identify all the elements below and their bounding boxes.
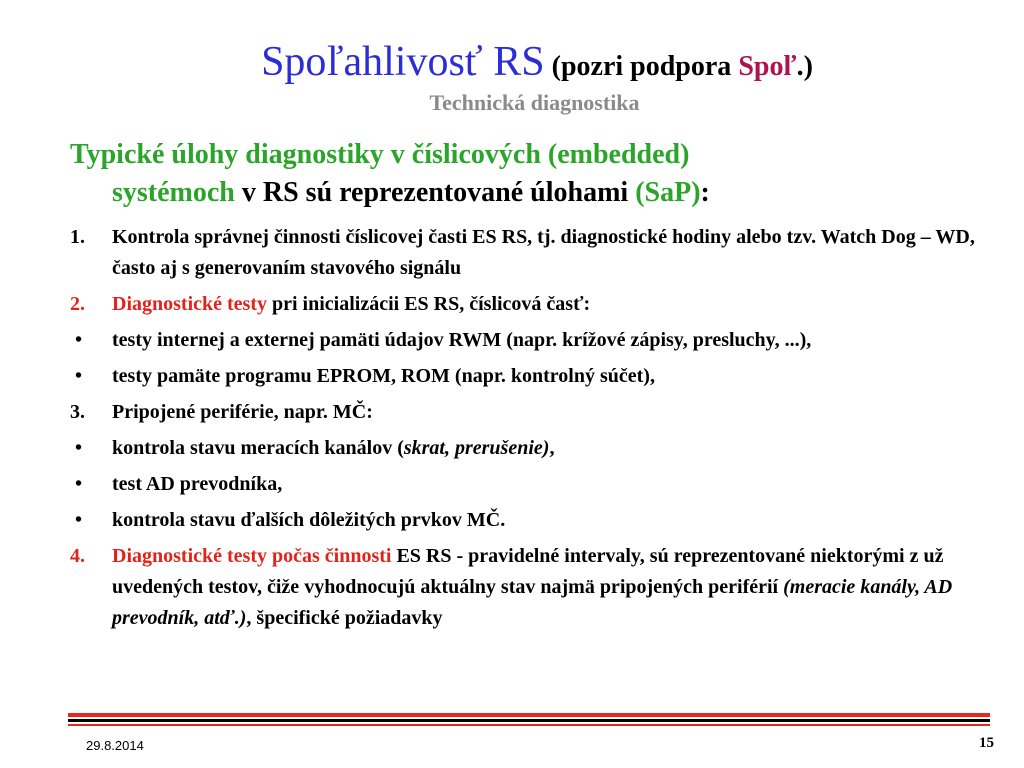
intro-part2: systémoch (112, 177, 235, 208)
list-item (70, 325, 990, 356)
footer-rule-black (68, 719, 990, 722)
list-item (70, 505, 990, 536)
intro-part1: Typické úlohy diagnostiky v číslicových (embedded) (70, 139, 690, 170)
list-marker: 1. (70, 226, 85, 248)
bullet-marker: • (75, 329, 83, 351)
footer-rule-red-bottom (68, 724, 990, 726)
bullet-marker: • (75, 473, 83, 495)
list-item-text: testy internej a externej pamäti údajov RWM (napr. krížové zápisy, presluchy, ...), (112, 329, 812, 351)
list-item (70, 289, 990, 320)
footer-rule-red-top (68, 713, 990, 717)
list-item-text: testy pamäte programu EPROM, ROM (napr. kontrolný súčet), (112, 365, 655, 387)
list-item (70, 469, 990, 500)
list-item-text: pri inicializácii ES RS, číslicová časť: (266, 293, 591, 315)
intro-line2 (70, 174, 970, 212)
title-paren-open: (pozri podpora (544, 51, 739, 82)
title-main: Spoľahlivosť RS (261, 39, 545, 85)
list-item (70, 222, 990, 284)
list-item-highlight: Diagnostické testy (112, 293, 267, 315)
list-item-tail: , špecifické požiadavky (246, 607, 443, 629)
intro-part4: (SaP) (635, 177, 701, 208)
list-item-text: kontrola stavu ďalších dôležitých prvkov MČ. (112, 509, 506, 531)
intro-heading (70, 136, 970, 212)
list-item-text: Kontrola správnej činnosti číslicovej časti ES RS, tj. diagnostické hodiny alebo tzv. Watch Dog – WD, často aj s generovaním stavového signálu (112, 226, 975, 279)
list-item-text: ES RS - pravidelné intervaly, sú reprezentované niektorými z už uvedených testov, čiže vyhodnocujú aktuálny stav najmä pripojených periférií (112, 545, 944, 598)
bullet-marker: • (75, 509, 83, 531)
footer-date: 29.8.2014 (86, 738, 144, 753)
bullet-marker: • (75, 437, 83, 459)
list-item (70, 397, 990, 428)
page-number: 15 (979, 735, 994, 751)
slide-title (0, 38, 1024, 116)
list-item-highlight: Diagnostické testy počas činnosti (112, 545, 392, 567)
list-item (70, 541, 990, 634)
list-item-italic: skrat, prerušenie) (403, 437, 550, 459)
list-marker: 3. (70, 401, 85, 423)
list-item-text: Pripojené periférie, napr. MČ: (112, 401, 373, 423)
list-item-text: kontrola stavu meracích kanálov ( (112, 437, 404, 459)
list-marker: 2. (70, 293, 85, 315)
slide-subtitle: Technická diagnostika (429, 90, 640, 115)
list-item (70, 433, 990, 464)
task-list (70, 222, 990, 639)
bullet-marker: • (75, 365, 83, 387)
list-marker: 4. (70, 545, 85, 567)
intro-part3: v RS sú reprezentované úlohami (234, 177, 636, 208)
title-line (0, 38, 1024, 86)
list-item (70, 361, 990, 392)
intro-part5: : (700, 177, 710, 208)
list-item-tail: , (549, 437, 555, 459)
list-item-text: test AD prevodníka, (112, 473, 283, 495)
title-paren-highlight: Spoľ (738, 51, 797, 82)
title-paren-close: .) (796, 51, 813, 82)
title-paren (545, 51, 813, 82)
list-item-italic: (meracie kanály, AD prevodník, atď.) (112, 576, 953, 629)
